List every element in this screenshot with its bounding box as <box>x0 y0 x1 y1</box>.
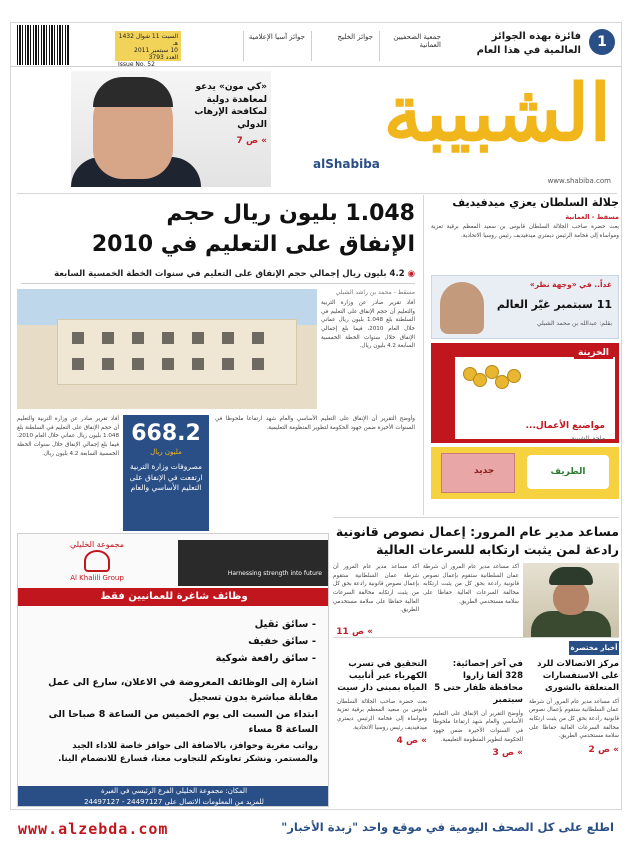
job-contact <box>18 786 329 807</box>
lead-body: أفاد تقرير صادر عن وزارة التربية والتعليم أن حجم الإنفاق على التعليم في السلطنة بلغ 1.048 بليون ريال عماني خلال العام 2010، فيما بلغ إجمالي الإنفاق خلال سنوات الخطة الخمسية السابعة 4.2 بليون ريال. <box>321 300 415 350</box>
site-url[interactable]: www.shabiba.com <box>547 177 611 185</box>
brief-ref-2[interactable]: » ص 3 <box>492 748 523 759</box>
issue-number-ar: العدد 3793 <box>148 54 178 61</box>
lead-headline-line2: الإنفاق على التعليم في 2010 <box>91 231 415 257</box>
company-logo-icon <box>84 550 110 572</box>
traffic-body-2: أكد مساعد مدير عام المرور أن شرطة عمان السلطانية ستقوم بإعمال نصوص قانونية رادعة بحق كل من يثبت ارتكابه مخالفة السرعات العالية حفاظا على سلامة مستخدمي الطريق. <box>333 564 419 614</box>
sultan-headline: جلالة السلطان يعزي ميدفيديف <box>452 196 619 209</box>
promo-line-1: فائزة بهذه الجوائز <box>491 31 581 42</box>
lead-subhead-text: 4.2 بليون ريال إجمالي حجم الإنفاق على التعليم في سنوات الخطة الخمسية السابعة <box>54 269 405 279</box>
columnist-photo <box>440 282 484 334</box>
traffic-ref[interactable]: » ص 11 <box>336 627 373 637</box>
position-item: - سائق خفيف <box>248 636 316 647</box>
portrait-ref[interactable]: » ص 7 <box>236 136 267 147</box>
bullet-icon: ◉ <box>404 269 415 279</box>
brief-headline-3: التحقيق في تسرب الكهرباء عبر أنابيب المياه بمبنى دار سيت <box>337 659 427 693</box>
sultan-label: مسقط - العمانية <box>565 213 619 222</box>
top-strip <box>11 23 622 67</box>
sultan-body: بعث حضرة صاحب الجلالة السلطان قابوس بن سعيد المعظم برقية تعزية ومواساة إلى فخامة الرئيس ديمتري ميدفيديف رئيس روسيا الاتحادية. <box>431 224 619 240</box>
award-ad-3: جوائز آسيا الإعلامية <box>243 31 309 61</box>
job-tagline: Harnessing strength into future <box>227 570 322 577</box>
business-supplement-ad[interactable] <box>431 343 619 443</box>
portrait-quote-text: «كي مون» يدعو لمعاهدة دولية لمكافحة الإرهاب الدولي <box>194 82 267 130</box>
logo-latin: alShabiba <box>313 157 380 171</box>
product-ad[interactable] <box>431 447 619 499</box>
ad-red-inner <box>455 357 615 442</box>
brief-item[interactable] <box>337 659 427 746</box>
job-advertisement[interactable] <box>17 533 329 807</box>
barcode <box>17 25 69 65</box>
brief-headline-2: في آخر إحصائية: 328 ألفا زاروا محافظة ظفار حتى 5 سبتمبر <box>434 659 523 705</box>
job-positions <box>146 616 316 667</box>
award-ad-1: جمعية الصحفيين العمانية <box>379 31 445 61</box>
brief-body-3: بعث حضرة صاحب الجلالة السلطان قابوس بن سعيد المعظم برقية تعزية ومواساة إلى فخامة الرئيس ديمتري ميدفيديف رئيس روسيا الاتحادية. <box>337 698 427 731</box>
opinion-teaser[interactable] <box>431 275 619 339</box>
date-gregorian: 10 سبتمبر 2011 <box>134 47 178 54</box>
job-contact-2: للمزيد من المعلومات الاتصال على 24497127 - 24497127 <box>84 798 264 806</box>
lead-headline[interactable] <box>31 199 415 261</box>
position-item: - سائق ثقيل <box>254 619 316 630</box>
page-number: 1 <box>589 29 615 55</box>
lead-body-2: وأوضح التقرير أن الإنفاق على التعليم الأساسي والعام شهد ارتفاعا ملحوظا في السنوات الأخيرة ضمن جهود الحكومة لتطوير المنظومة التعليمية. <box>215 416 415 431</box>
job-para-2: ابتداء من السبت الى يوم الخميس من الساعة 8 صباحا الى الساعة 8 مساء <box>48 709 318 735</box>
lead-story-column-1 <box>321 289 415 351</box>
school-building-photo <box>17 289 317 409</box>
product-badge: جديد <box>474 466 495 476</box>
stat-unit: مليون ريال <box>150 448 182 456</box>
date-hijri: السبت 11 شوال 1432 هـ <box>118 33 178 47</box>
alzebda-url[interactable]: www.alzebda.com <box>18 820 169 838</box>
ad-red-text: مواضيع الأعمال... <box>525 421 605 431</box>
opinion-teaser-title: غداً.. في «وجهة نظر» <box>529 280 612 289</box>
stat-desc: مصروفات وزارة التربية ارتفعت في الإنفاق على التعليم الأساسي والعام <box>129 462 203 492</box>
brief-ref-1[interactable]: » ص 2 <box>588 744 619 755</box>
brief-item[interactable] <box>529 659 619 755</box>
product-logo: الطريف <box>527 455 609 489</box>
officer-photo <box>523 563 619 637</box>
product-pack <box>441 453 515 493</box>
job-banner: وظائف شاغرة للعمانيين فقط <box>18 588 329 606</box>
portrait-promo[interactable] <box>71 71 271 187</box>
lead-subhead <box>21 269 415 284</box>
job-para-1: اشارة إلى الوظائف المعروضة في الاعلان، سارع الى عمل مقابلة مباشرة بدون تسجيل <box>48 677 318 703</box>
portrait-quote <box>183 81 267 148</box>
traffic-headline[interactable] <box>333 523 619 559</box>
lead-headline-line1: 1.048 بليون ريال حجم <box>166 201 415 226</box>
traffic-headline-line1: مساعد مدير عام المرور: إعمال نصوص قانونية <box>335 524 619 539</box>
logo-arabic: الشبيبة <box>383 68 611 159</box>
award-ad-2: جوائز الخليج <box>311 31 377 61</box>
position-item: - سائق رافعة شوكية <box>215 653 316 664</box>
brief-ref-3[interactable]: » ص 4 <box>396 736 427 747</box>
horse-banner <box>178 540 328 586</box>
briefs-label: أخبار مختصرة <box>569 641 619 655</box>
opinion-teaser-main: 11 سبتمبر غيّر العالم <box>496 298 612 311</box>
bottom-banner[interactable] <box>0 810 632 843</box>
brief-item[interactable] <box>433 659 523 758</box>
stat-value: 668.2 <box>131 421 201 446</box>
masthead <box>273 68 621 191</box>
traffic-body-1: أكد مساعد مدير عام المرور أن شرطة عمان السلطانية ستقوم بإعمال نصوص قانونية رادعة بحق كل من يثبت ارتكابه مخالفة السرعات العالية حفاظا على سلامة مستخدمي الطريق. <box>423 564 519 605</box>
issue-number-en: Issue No. 52 <box>118 61 155 68</box>
lead-byline: مسقط - محمد بن راشد الشبلي <box>335 289 415 296</box>
ad-red-sub: ملحق الشبيبة <box>571 435 605 442</box>
opinion-teaser-sub: بقلم: عبدالله بن محمد الشبلي <box>536 320 612 327</box>
brief-headline-1: مركز الاتصالات للرد على الاستفسارات المتعلقة بالشورى <box>537 659 619 693</box>
company-name-en: Al Khalili Group <box>70 574 124 582</box>
traffic-headline-line2: رادعة لمن يثبت ارتكابه للسرعات العالية <box>376 542 619 558</box>
job-para-3: رواتب مغرية وحوافز، بالاضافة الى حوافز خاصة للاداء الجيد والمستمر. ونشكر تعاونكم للتجاوب معنا، فسارع للانضمام الينا. <box>58 741 318 765</box>
promo-line-2: العالمية في هذا العام <box>476 45 581 56</box>
company-name-ar: مجموعة الخليلي <box>69 540 124 549</box>
job-contact-1: المكان: مجموعة الخليلي الفرع الرئيسي في الغبرة <box>100 787 248 795</box>
lead-body-3: أفاد تقرير صادر عن وزارة التربية والتعليم أن حجم الإنفاق على التعليم في السلطنة بلغ 1.048 بليون ريال عماني خلال العام 2010، فيما بلغ إجمالي الإنفاق خلال سنوات الخطة الخمسية السابعة 4.2 بليون ريال. <box>17 416 119 457</box>
brief-body-1: أكد مساعد مدير عام المرور أن شرطة عمان السلطانية ستقوم بإعمال نصوص قانونية رادعة بحق كل من يثبت ارتكابه مخالفة السرعات العالية حفاظا على سلامة مستخدمي الطريق. <box>529 698 619 740</box>
ad-red-tag: الخزينة <box>574 347 613 359</box>
sultan-story[interactable] <box>431 195 619 241</box>
brief-body-2: وأوضح التقرير أن الإنفاق على التعليم الأساسي والعام شهد ارتفاعا ملحوظا في السنوات الأخيرة ضمن جهود الحكومة لتطوير المنظومة التعليمية. <box>433 710 523 743</box>
newspaper-page <box>10 22 622 810</box>
building-shape <box>57 319 297 385</box>
stat-box <box>123 415 209 531</box>
date-box <box>115 31 181 68</box>
portrait-hair <box>93 77 173 107</box>
alzebda-promo: اطلع على كل الصحف اليومية في موقع واحد "زبدة الأخبار" <box>281 820 614 834</box>
